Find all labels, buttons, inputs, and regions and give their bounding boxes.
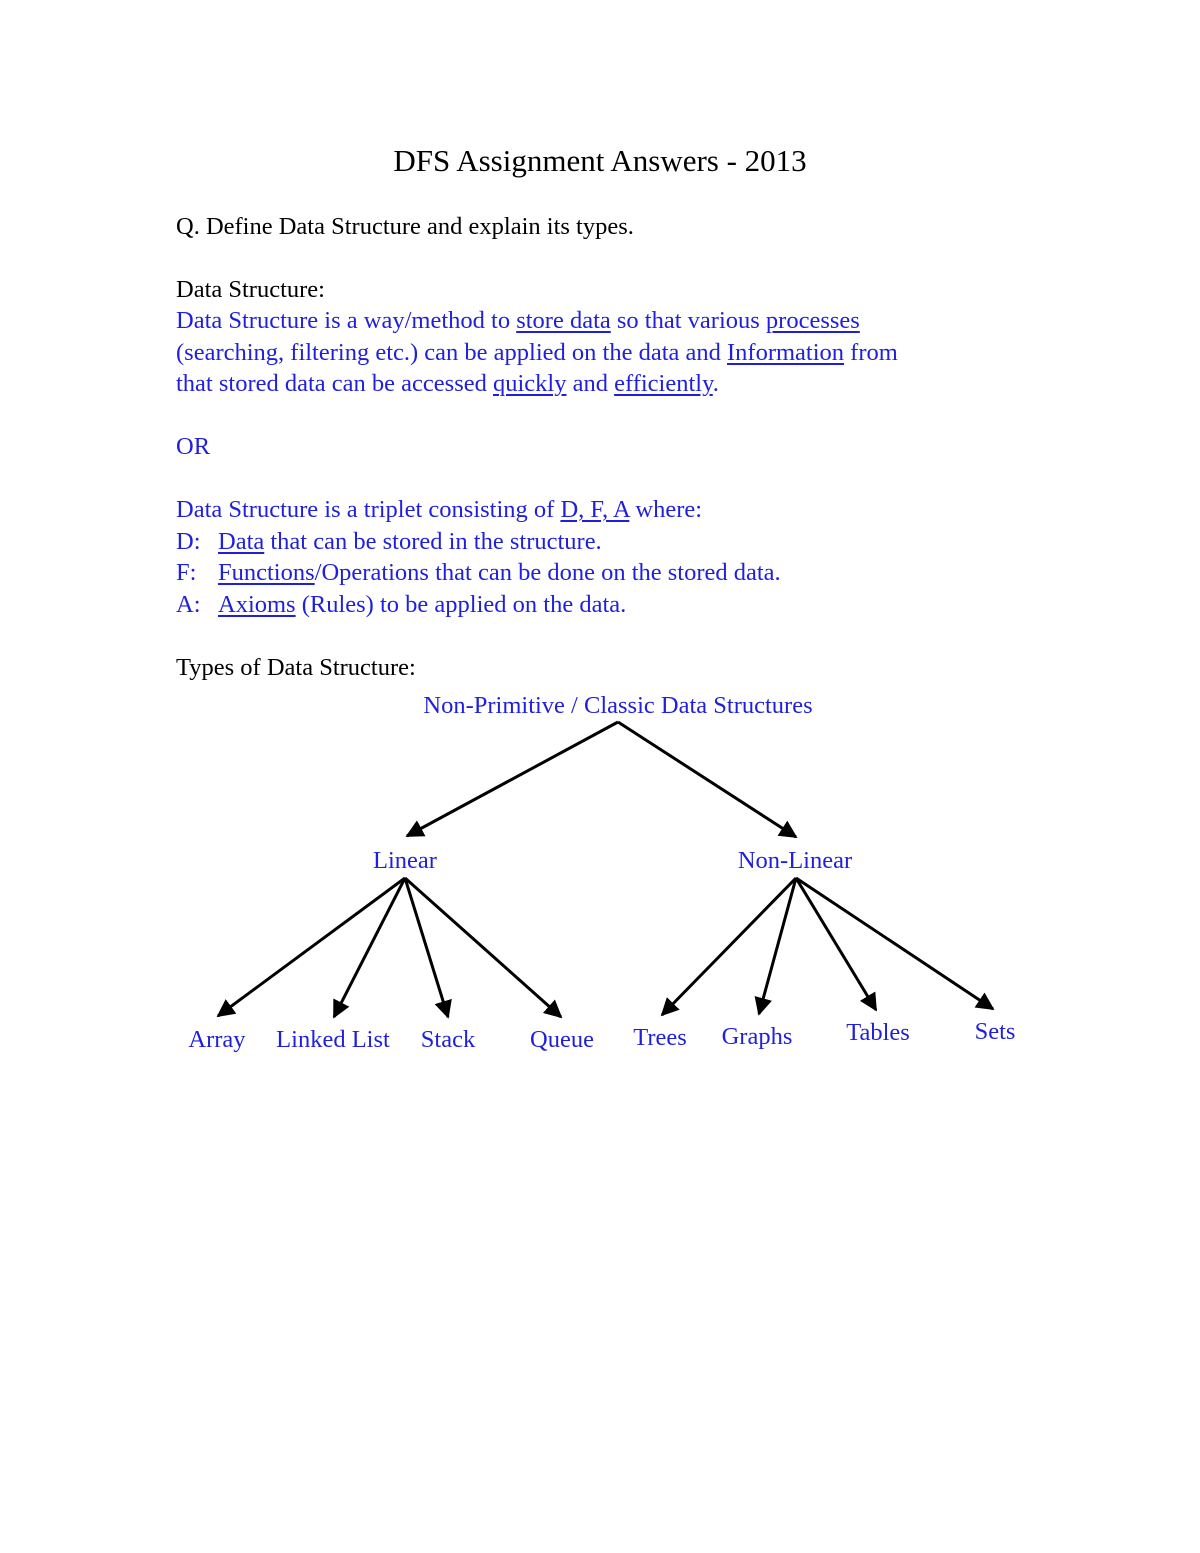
text-run: .: [712, 370, 719, 397]
leaf-node-label: Trees: [633, 1024, 687, 1051]
underlined-term: processes: [765, 307, 860, 334]
text-run: that can be stored in the structure.: [264, 528, 602, 555]
underlined-term: Information: [727, 339, 845, 366]
text-run: /Operations that can be done on the stored data.: [314, 559, 781, 586]
leaf-node-label: Graphs: [721, 1023, 793, 1050]
arrow-root-to-linear: [407, 722, 618, 836]
underlined-term: Functions: [218, 559, 315, 586]
leaf-node-label: Queue: [530, 1026, 594, 1053]
arrow-linear-to-linked-list: [334, 878, 405, 1017]
text-run: that stored data can be accessed: [176, 370, 493, 397]
text-run: (Rules) to be applied on the data.: [295, 591, 627, 618]
triplet-label: A:: [176, 591, 201, 618]
non-linear-node-label: Non-Linear: [737, 847, 853, 874]
arrow-root-to-non-linear: [618, 722, 796, 837]
arrow-non-linear-to-tables: [796, 878, 876, 1010]
or-separator: OR: [176, 433, 211, 460]
section-heading: Data Structure:: [176, 276, 325, 303]
underlined-term: D, F, A: [560, 496, 630, 523]
leaf-node-label: Stack: [420, 1026, 476, 1053]
underlined-term: efficiently: [614, 370, 713, 397]
text-run: so that various: [610, 307, 766, 334]
text-run: Data Structure is a way/method to: [176, 307, 517, 334]
root-node-label: Non-Primitive / Classic Data Structures: [423, 692, 813, 719]
underlined-term: Data: [218, 528, 265, 555]
underlined-term: store data: [516, 307, 611, 334]
text-run: where:: [629, 496, 703, 523]
leaf-node-label: Tables: [846, 1019, 910, 1046]
leaf-node-label: Array: [188, 1026, 246, 1053]
leaf-node-label: Linked List: [276, 1026, 390, 1053]
underlined-term: quickly: [492, 370, 567, 397]
text-run: and: [566, 370, 615, 397]
triplet-label: F:: [176, 559, 197, 586]
arrow-linear-to-array: [218, 878, 405, 1016]
question-line: Q. Define Data Structure and explain its types.: [176, 213, 634, 240]
arrow-linear-to-queue: [405, 878, 561, 1017]
underlined-term: Axioms: [218, 591, 296, 618]
types-heading: Types of Data Structure:: [176, 654, 416, 681]
text-run: Data Structure is a triplet consisting of: [176, 496, 561, 523]
text-run: from: [844, 339, 898, 366]
text-run: (searching, filtering etc.) can be applied on the data and: [176, 339, 728, 366]
document-title: DFS Assignment Answers - 2013: [393, 143, 807, 178]
arrow-non-linear-to-sets: [796, 878, 993, 1009]
leaf-node-label: Sets: [974, 1018, 1016, 1045]
triplet-label: D:: [176, 528, 201, 555]
linear-node-label: Linear: [373, 847, 437, 874]
